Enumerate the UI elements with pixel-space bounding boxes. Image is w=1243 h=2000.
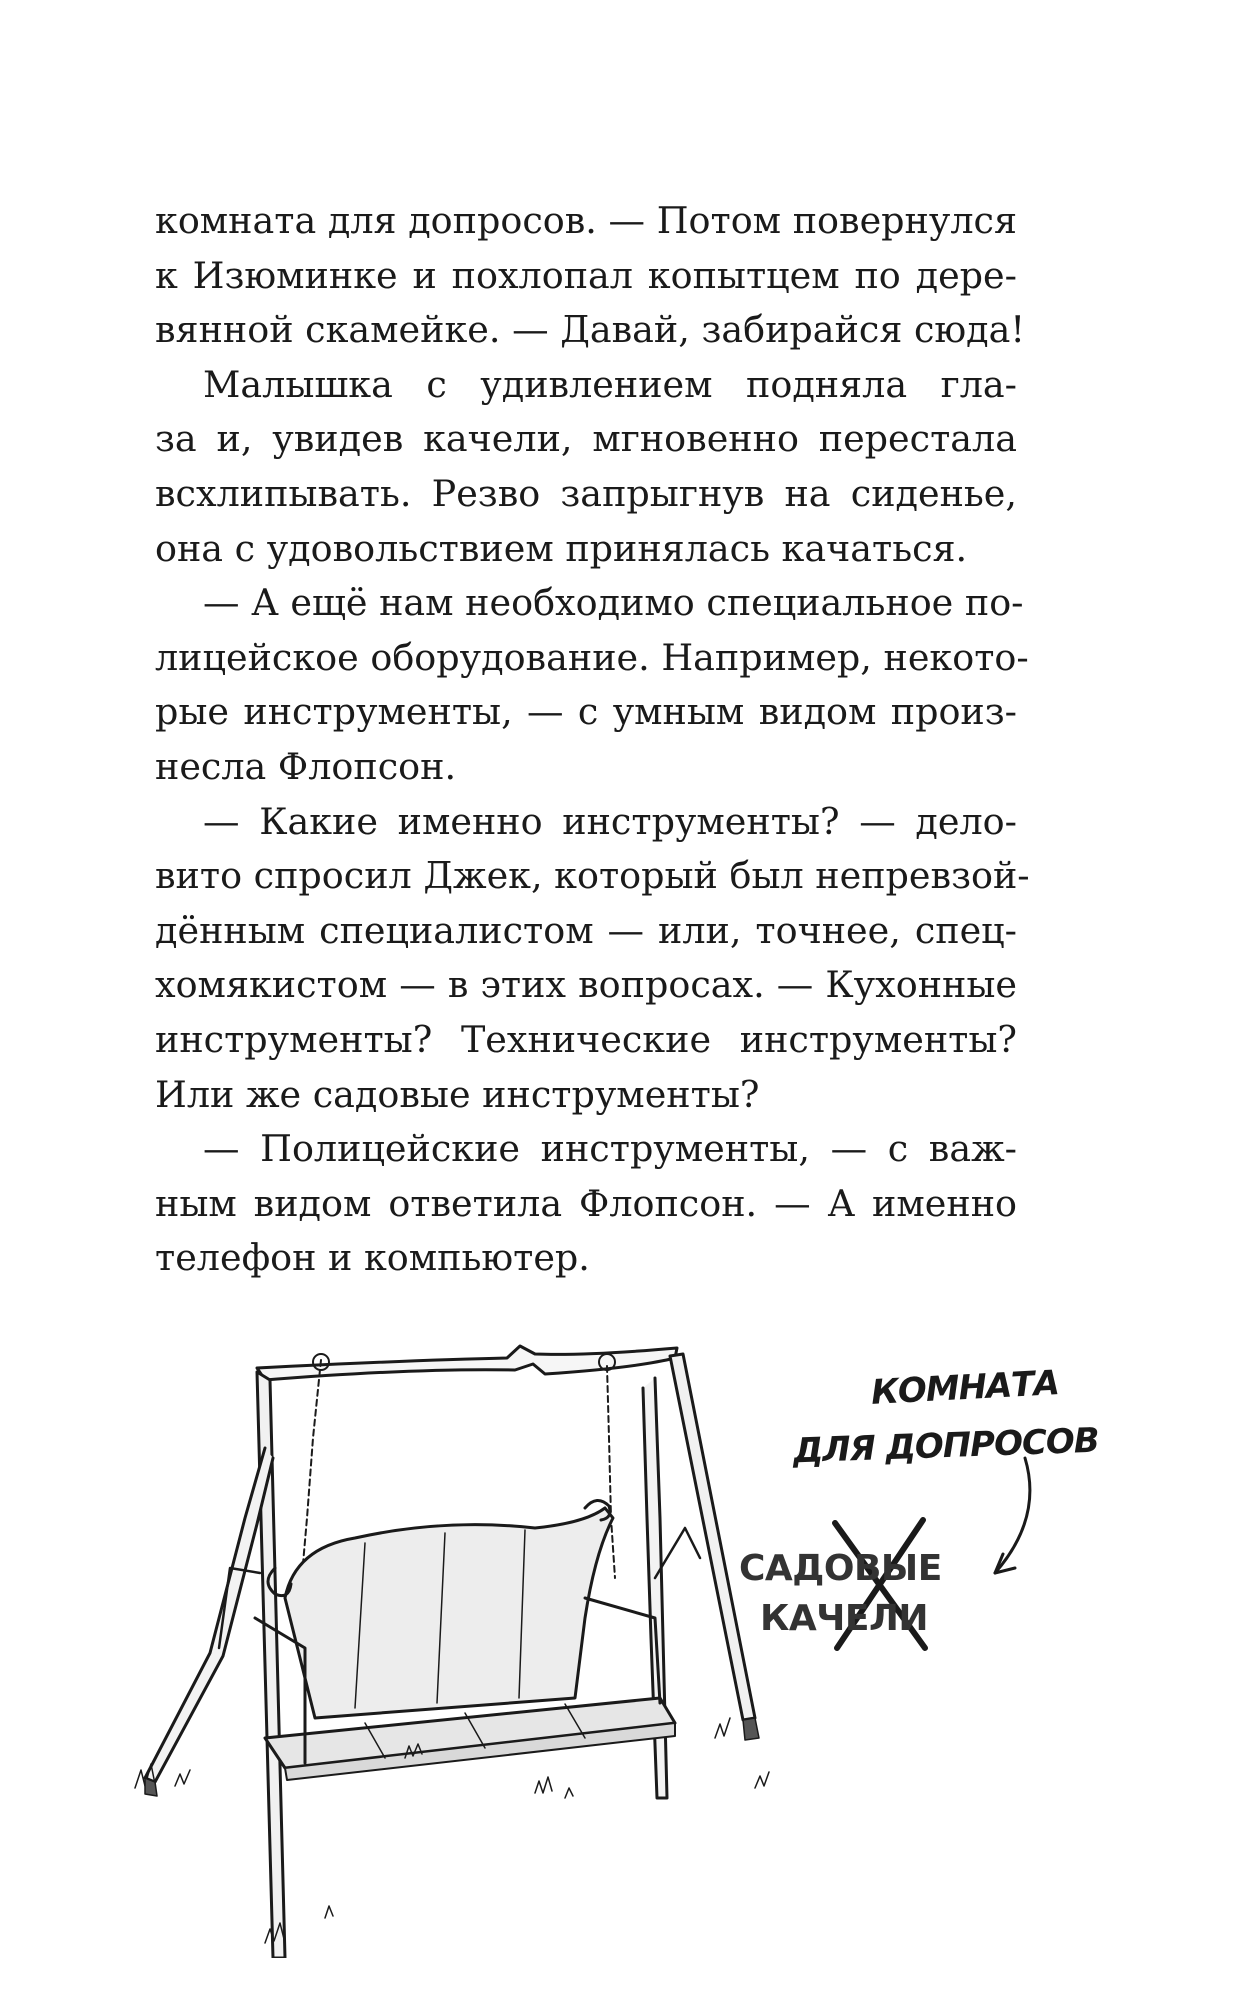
- handwritten-label-line2: ДЛЯ ДОПРОСОВ: [792, 1420, 1100, 1472]
- label-arrow: [995, 1458, 1030, 1573]
- text-line: дённым специалистом — или, точнее, спец-: [155, 908, 1017, 952]
- text-line: вито спросил Джек, который был непревзой-: [155, 854, 1030, 898]
- swing-left-rear-leg: [145, 1448, 273, 1782]
- crossed-label-line1: САДОВЫЕ: [739, 1548, 942, 1589]
- text-line: вянной скамейке. — Давай, забирайся сюда!: [155, 308, 1026, 352]
- text-line: за и, увидев качели, мгновенно перестала: [155, 417, 1017, 461]
- handwritten-label-line1: КОМНАТА: [870, 1363, 1060, 1413]
- text-line: — А ещё нам необходимо специальное по-: [203, 581, 1024, 625]
- text-line: инструменты? Технические инструменты?: [155, 1017, 1017, 1061]
- text-line: несла Флопсон.: [155, 744, 457, 788]
- swing-right-leg: [670, 1354, 755, 1720]
- garden-swing-illustration: [115, 1318, 1100, 1958]
- crossed-label-line2: КАЧЕЛИ: [760, 1598, 928, 1639]
- text-line: лицейское оборудование. Например, некото-: [155, 635, 1029, 679]
- text-line: к Изюминке и похлопал копытцем по дере-: [155, 253, 1017, 297]
- text-line: — Полицейские инструменты, — с важ-: [203, 1127, 1017, 1171]
- text-line: Или же садовые инструменты?: [155, 1072, 760, 1116]
- text-line: всхлипывать. Резво запрыгнув на сиденье,: [155, 471, 1017, 515]
- text-line: она с удовольствием принялась качаться.: [155, 526, 968, 570]
- swing-chain-right: [607, 1366, 615, 1578]
- grass-tuft: [535, 1777, 552, 1793]
- grass-tuft: [715, 1718, 730, 1738]
- text-line: Малышка с удивлением подняла гла-: [203, 362, 1017, 406]
- swing-leg-foot: [743, 1718, 759, 1740]
- grass-tuft: [175, 1770, 190, 1786]
- text-line: ным видом ответила Флопсон. — А именно: [155, 1181, 1017, 1225]
- grass-tuft: [755, 1772, 769, 1788]
- grass-tuft: [325, 1906, 333, 1918]
- grass-tuft: [565, 1788, 573, 1798]
- text-line: телефон и компьютер.: [155, 1236, 590, 1280]
- text-line: рые инструменты, — с умным видом произ-: [155, 690, 1017, 734]
- text-line: хомякистом — в этих вопросах. — Кухонные: [155, 963, 1017, 1007]
- swing-drawing: [115, 1318, 1095, 1958]
- swing-seat-back: [285, 1508, 613, 1718]
- text-line: — Какие именно инструменты? — дело-: [203, 799, 1017, 843]
- body-text: [155, 194, 1030, 1286]
- text-line: комната для допросов. — Потом повернулся: [155, 199, 1017, 242]
